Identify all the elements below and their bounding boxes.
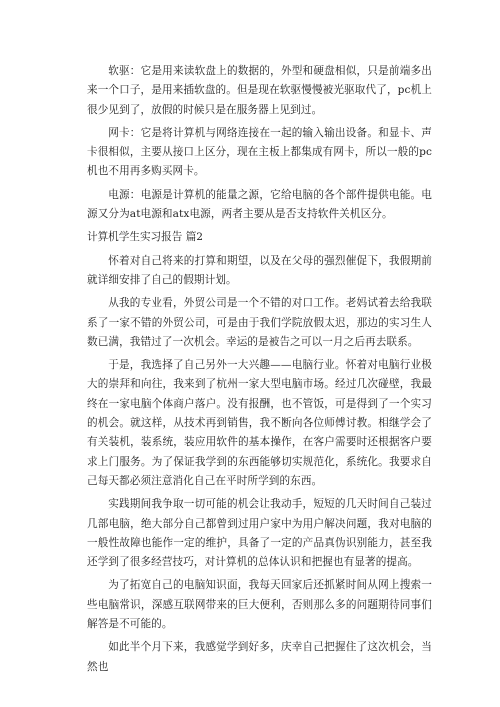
paragraph-knowledge-expansion: 为了拓宽自己的电脑知识面，我每天回家后还抓紧时间从网上搜索一些电脑常识，深感互联网带来的巨大便利，否则那么多的问题期待同事们解答是不可能的。	[87, 579, 432, 631]
paragraph-vacation-plan: 怀着对自己将来的打算和期望，以及在父母的强烈催促下，我假期前就详细安排了自己的假期计划。	[87, 254, 432, 286]
paragraph-power-supply: 电源：电源是计算机的能量之源，它给电脑的各个部件提供电能。电源又分为at电源和atx电源，两者主要从是否支持软件关机区分。	[87, 188, 432, 221]
paragraph-computer-industry: 于是，我选择了自己另外一大兴趣——电脑行业。怀着对电脑行业极大的崇拜和向往，我来到了杭州一家大型电脑市场。经过几次碰壁，我最终在一家电脑个体商户落户。没有报酬，也不管饭，可是得到了一个实习的机会。就这样，从技术再到销售，我不断向各位师傅讨教。相继学会了有关装机，装系统，装应用软件的基本操作，在客户需要时还根据客户要求上门服务。为了保证我学到的东西能够切实规范化，系统化。我要求自己每天都必须注意消化自己在平时所学到的东西。	[87, 359, 432, 487]
paragraph-network-card: 网卡：它是将计算机与网络连接在一起的输入输出设备。和显卡、声卡很相似，主要从接口上区分，现在主板上都集成有网卡，所以一般的pc机也不用再多购买网卡。	[87, 126, 432, 178]
document-body	[87, 62, 432, 681]
paragraph-half-month: 如此半个月下来，我感觉学到好多，庆幸自己把握住了这次机会，当然也	[87, 641, 432, 673]
paragraph-trade-company: 从我的专业看，外贸公司是一个不错的对口工作。老妈试着去给我联系了一家不错的外贸公司，可是由于我们学院放假太迟，那边的实习生人数已满，我错过了一次机会。幸运的是被告之可以一月之后再去联系。	[87, 297, 432, 348]
section-title: 计算机学生实习报告 篇2	[87, 231, 204, 244]
paragraph-practice-period: 实践期间我争取一切可能的机会让我动手，短短的几天时间自己装过几部电脑，绝大部分自己都曾到过用户家中为用户解决问题，我对电脑的一般性故障也能作一定的维护，具备了一定的产品真伪识别能力，甚至我还学到了很多经营技巧，对计算机的总体认识和把握也有显著的提高。	[87, 498, 432, 569]
paragraph-floppy-drive: 软驱：它是用来读软盘上的数据的，外型和硬盘相似，只是前端多出来一个口子，是用来插软盘的。但是现在软驱慢慢被光驱取代了，pc机上很少见到了，放假的时候只是在服务器上见到过。	[87, 65, 432, 116]
